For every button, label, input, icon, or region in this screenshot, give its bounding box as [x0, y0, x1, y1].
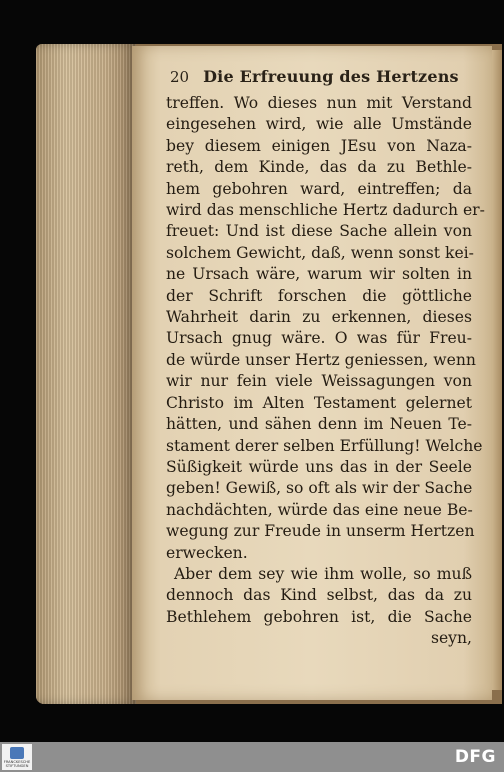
page-number: 20	[170, 68, 190, 86]
page-edges	[36, 44, 136, 704]
text-line: wird das menschliche Hertz dadurch er-	[166, 201, 485, 220]
text-line: Bethlehem gebohren ist, die Sache	[166, 607, 472, 626]
text-line: erwecken.	[166, 543, 248, 562]
text-line: treffen. Wo dieses nun mit Verstand	[166, 94, 472, 112]
text-line: bey diesem einigen JEsu von Naza-	[166, 136, 472, 155]
dfg-logo: DFG	[454, 747, 496, 767]
text-line: Christo im Alten Testament gelernet	[166, 393, 472, 412]
library-logo	[2, 744, 32, 770]
running-title: Die Erfreuung des Hertzens	[203, 67, 459, 86]
text-line: ne Ursach wäre, warum wir solten in	[166, 265, 472, 284]
paragraph-start-line: Aber dem sey wie ihm wolle, so muß	[174, 564, 472, 583]
text-line: Ursach gnug wäre. O was für Freu-	[166, 329, 472, 348]
text-line: Süßigkeit würde uns das in der Seele	[166, 457, 472, 476]
text-line: nachdächten, würde das eine neue Be-	[166, 500, 473, 519]
text-line: reth, dem Kinde, das da zu Bethle-	[166, 158, 472, 177]
text-line: hätten, und sähen denn im Neuen Te-	[166, 415, 472, 434]
body-text	[166, 93, 485, 650]
library-logo-text: FRANCKESCHE STIFTUNGEN	[3, 759, 31, 768]
text-line: dennoch das Kind selbst, das da zu	[166, 586, 472, 605]
text-line: de würde unser Hertz geniessen, wenn	[166, 350, 476, 369]
library-logo-icon	[10, 747, 24, 759]
text-line: stament derer selben Erfüllung! Welche	[166, 436, 483, 455]
viewer-footer-bar	[0, 742, 504, 772]
catchword: seyn,	[430, 629, 472, 648]
page-header	[170, 67, 470, 91]
text-line: freuet: Und ist diese Sache allein von	[166, 222, 472, 241]
text-line: geben! Gewiß, so oft als wir der Sache	[166, 479, 473, 498]
text-line: Wahrheit darin zu erkennen, dieses	[166, 308, 472, 327]
text-line: der Schrift forschen die göttliche	[166, 286, 472, 305]
text-line: wegung zur Freude in unserm Hertzen	[166, 522, 475, 541]
page-edge-right	[492, 50, 502, 690]
text-line: eingesehen wird, wie alle Umstände	[166, 115, 472, 134]
text-line: wir nur fein viele Weissagungen von	[166, 372, 472, 391]
text-line: hem gebohren ward, eintreffen; da	[166, 179, 472, 198]
text-line: solchem Gewicht, daß, wenn sonst kei-	[166, 243, 474, 262]
